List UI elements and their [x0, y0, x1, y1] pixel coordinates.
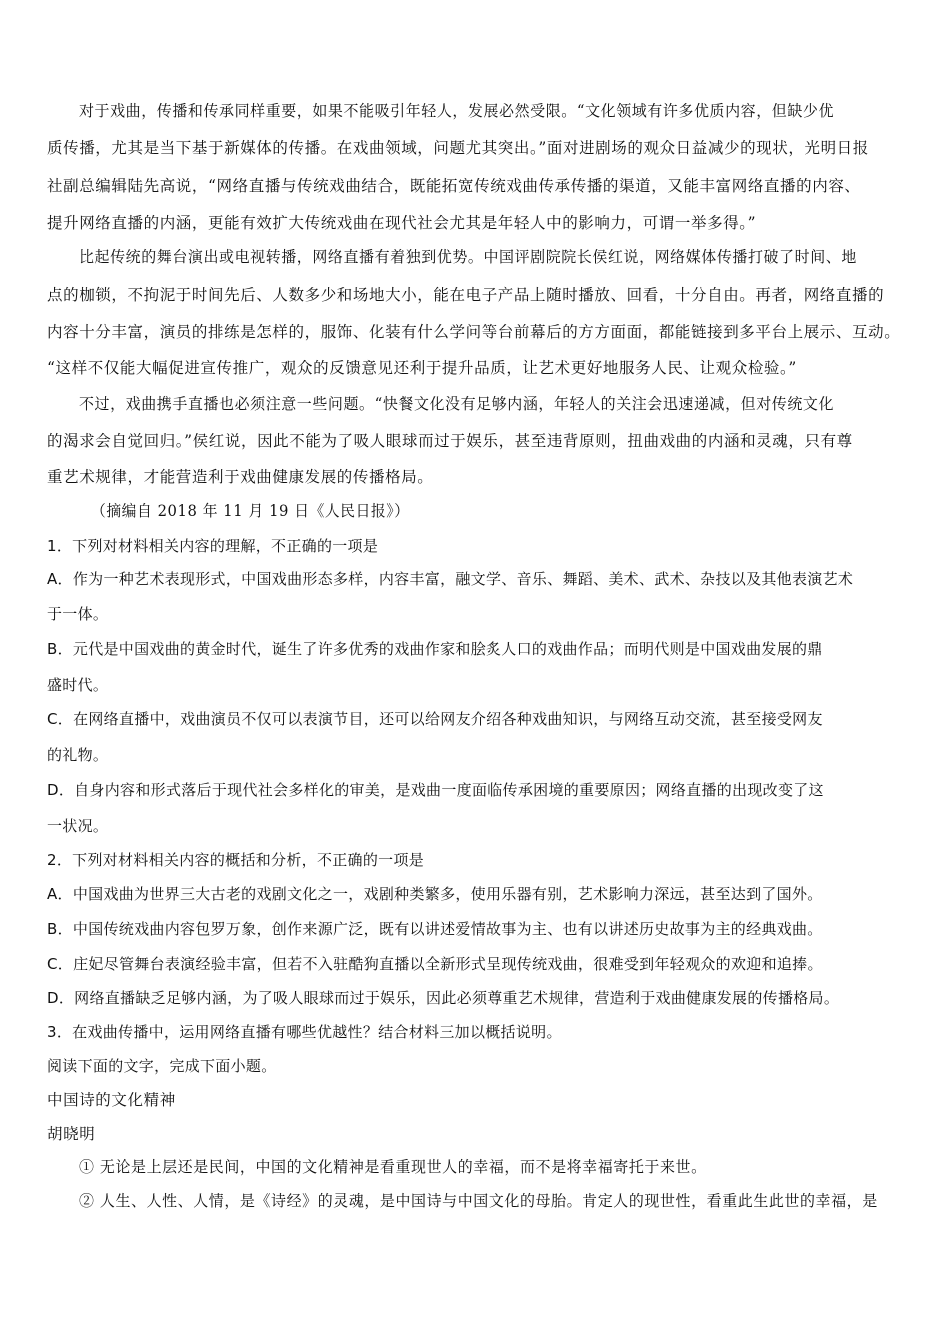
- q2-option-c: C．庄妃尽管舞台表演经验丰富，但若不入驻酷狗直播以全新形式呈现传统戏曲，很难受到年轻观众的欢迎和追捧。: [47, 955, 823, 973]
- section-instruction: 阅读下面的文字，完成下面小题。: [47, 1057, 277, 1075]
- q1-option-c-line2: 的礼物。: [47, 746, 109, 764]
- section-item-1: ① 无论是上层还是民间，中国的文化精神是看重现世人的幸福，而不是将幸福寄托于来世。: [79, 1158, 707, 1176]
- section-title: 中国诗的文化精神: [47, 1091, 176, 1109]
- passage-p2-line2: 点的枷锁，不拘泥于时间先后、人数多少和场地大小，能在电子产品上随时播放、回看，十分自由。再者，网络直播的: [47, 286, 885, 304]
- q2-option-d: D．网络直播缺乏足够内涵，为了吸人眼球而过于娱乐，因此必须尊重艺术规律，营造利于戏曲健康发展的传播格局。: [47, 989, 840, 1007]
- passage-source: （摘编自 2018 年 11 月 19 日《人民日报》）: [91, 502, 410, 520]
- passage-p2-line3: 内容十分丰富，演员的排练是怎样的，服饰、化装有什么学问等台前幕后的方方面面，都能链接到多平台上展示、互动。: [47, 323, 901, 341]
- q1-option-a-line1: A．作为一种艺术表现形式，中国戏曲形态多样，内容丰富，融文学、音乐、舞蹈、美术、武术、杂技以及其他表演艺术: [47, 570, 854, 588]
- q1-option-a-line2: 于一体。: [47, 605, 109, 623]
- section-author: 胡晓明: [47, 1125, 96, 1143]
- q3-stem: 3．在戏曲传播中，运用网络直播有哪些优越性？结合材料三加以概括说明。: [47, 1023, 562, 1041]
- passage-p3-line3: 重艺术规律，才能营造利于戏曲健康发展的传播格局。: [47, 468, 434, 486]
- passage-p1-line2: 质传播，尤其是当下基于新媒体的传播。在戏曲领域，问题尤其突出。”面对进剧场的观众日益减少的现状，光明日报: [47, 139, 869, 157]
- passage-p2-line4: “这样不仅能大幅促进宣传推广，观众的反馈意见还利于提升品质，让艺术更好地服务人民、让观众检验。”: [47, 359, 797, 377]
- passage-p2-line1: 比起传统的舞台演出或电视转播，网络直播有着独到优势。中国评剧院院长侯红说，网络媒体传播打破了时间、地: [79, 248, 857, 266]
- q1-option-d-line1: D．自身内容和形式落后于现代社会多样化的审美，是戏曲一度面临传承困境的重要原因；网络直播的出现改变了这: [47, 781, 824, 799]
- q1-option-d-line2: 一状况。: [47, 817, 109, 835]
- q1-option-c-line1: C．在网络直播中，戏曲演员不仅可以表演节目，还可以给网友介绍各种戏曲知识，与网络互动交流，甚至接受网友: [47, 710, 823, 728]
- q1-stem: 1．下列对材料相关内容的理解，不正确的一项是: [47, 537, 379, 555]
- q2-option-a: A．中国戏曲为世界三大古老的戏剧文化之一，戏剧种类繁多，使用乐器有别，艺术影响力深远，甚至达到了国外。: [47, 885, 823, 903]
- passage-p1-line3: 社副总编辑陆先高说，“网络直播与传统戏曲结合，既能拓宽传统戏曲传承传播的渠道，又能丰富网络直播的内容、: [47, 177, 861, 195]
- q1-option-b-line2: 盛时代。: [47, 676, 109, 694]
- q1-option-b-line1: B．元代是中国戏曲的黄金时代，诞生了许多优秀的戏曲作家和脍炙人口的戏曲作品；而明代则是中国戏曲发展的鼎: [47, 640, 823, 658]
- passage-p1-line4: 提升网络直播的内涵，更能有效扩大传统戏曲在现代社会尤其是年轻人中的影响力，可谓一举多得。”: [47, 214, 757, 232]
- passage-p3-line2: 的渴求会自觉回归。”侯红说，因此不能为了吸人眼球而过于娱乐，甚至违背原则，扭曲戏曲的内涵和灵魂，只有尊: [47, 432, 853, 450]
- passage-p3-line1: 不过，戏曲携手直播也必须注意一些问题。“快餐文化没有足够内涵，年轻人的关注会迅速递减，但对传统文化: [79, 395, 834, 413]
- q2-stem: 2．下列对材料相关内容的概括和分析，不正确的一项是: [47, 851, 425, 869]
- section-item-2: ② 人生、人性、人情，是《诗经》的灵魂，是中国诗与中国文化的母胎。肯定人的现世性，看重此生此世的幸福，是: [79, 1192, 878, 1210]
- q2-option-b: B．中国传统戏曲内容包罗万象，创作来源广泛，既有以讲述爱情故事为主、也有以讲述历史故事为主的经典戏曲。: [47, 920, 823, 938]
- passage-p1-line1: 对于戏曲，传播和传承同样重要，如果不能吸引年轻人，发展必然受限。“文化领域有许多优质内容，但缺少优: [79, 102, 834, 120]
